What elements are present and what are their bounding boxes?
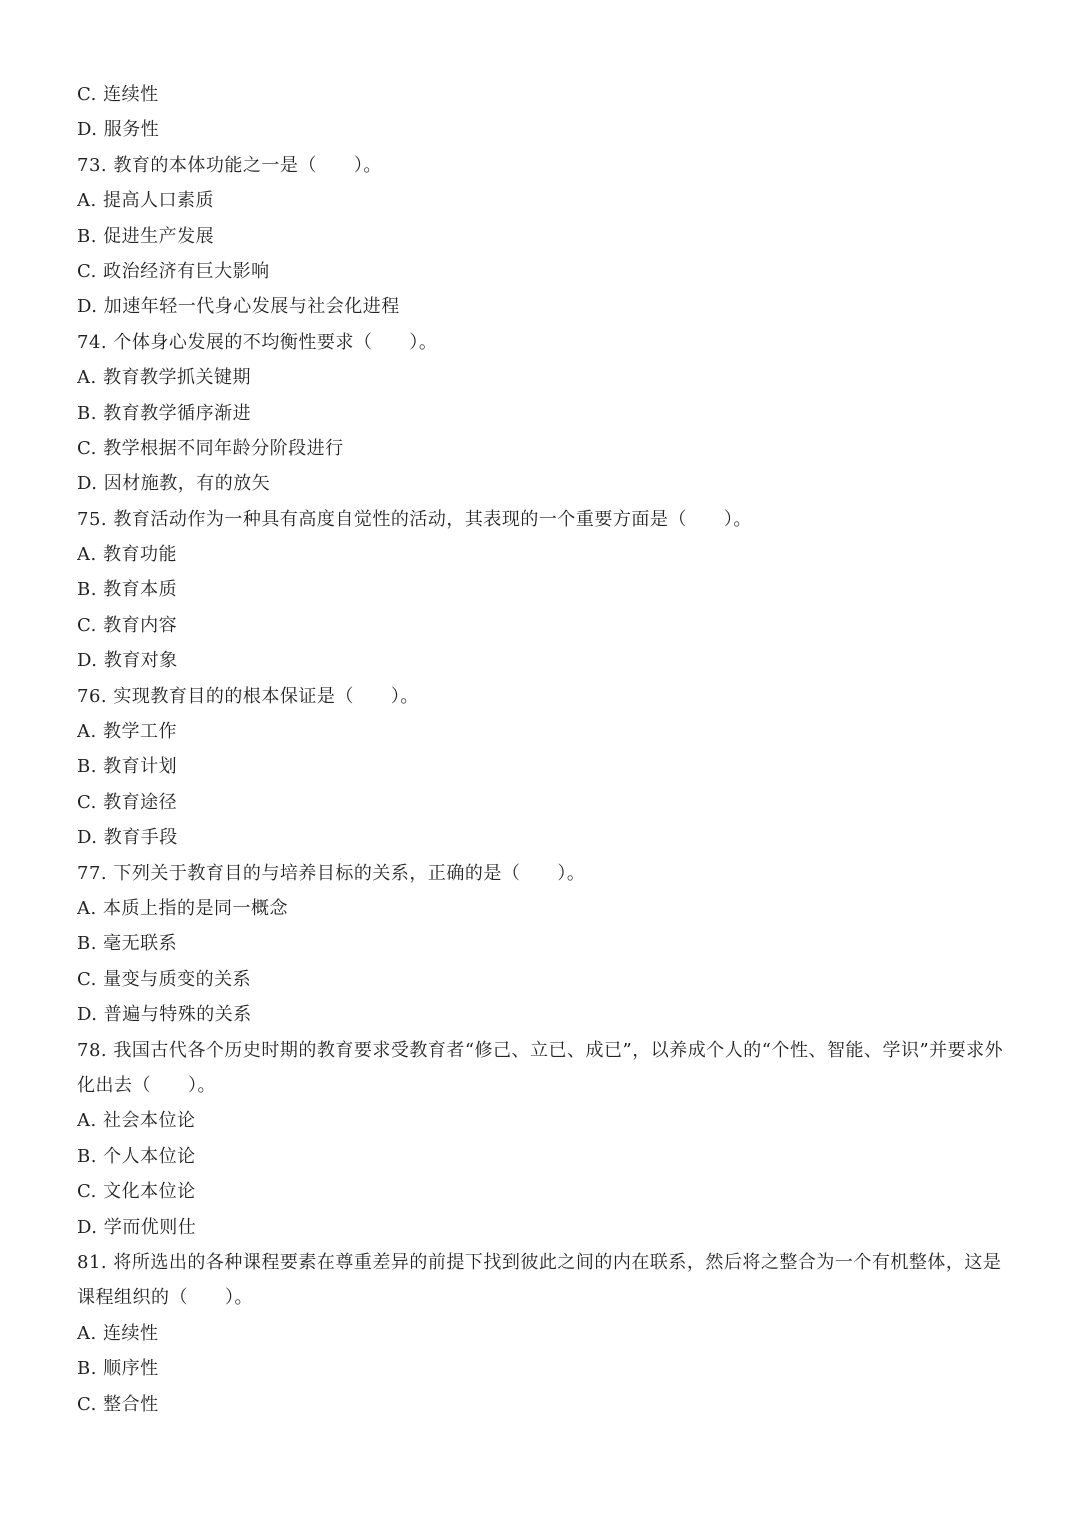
option-item: D. 服务性: [77, 119, 160, 141]
option-item: C. 连续性: [77, 84, 159, 105]
option-item: B. 促进生产发展: [77, 225, 215, 247]
option-item: D. 加速年轻一代身心发展与社会化进程: [77, 296, 400, 318]
question-stem: 75. 教育活动作为一种具有高度自觉性的活动，其表现的一个重要方面是（ ）。: [77, 508, 752, 530]
question-stem: 76. 实现教育目的的根本保证是（ ）。: [77, 685, 419, 707]
option-item: A. 本质上指的是同一概念: [77, 897, 288, 919]
option-item: C. 整合性: [77, 1393, 159, 1415]
option-item: A. 教育教学抓关键期: [77, 367, 251, 389]
option-item: D. 学而优则仕: [77, 1216, 197, 1238]
option-item: C. 教育途径: [77, 791, 178, 813]
option-item: D. 普遍与特殊的关系: [77, 1004, 252, 1026]
option-item: B. 个人本位论: [77, 1145, 196, 1167]
option-item: D. 因材施教，有的放矢: [77, 473, 271, 495]
question-list: [77, 77, 1007, 1422]
option-item: A. 教育功能: [77, 544, 177, 566]
question-stem: 73. 教育的本体功能之一是（ ）。: [77, 154, 382, 176]
option-item: B. 教育计划: [77, 756, 178, 778]
option-item: A. 连续性: [77, 1322, 159, 1344]
question-stem: 77. 下列关于教育目的与培养目标的关系，正确的是（ ）。: [77, 862, 586, 884]
option-item: A. 教学工作: [77, 721, 177, 743]
option-item: C. 量变与质变的关系: [77, 968, 252, 990]
option-item: A. 提高人口素质: [77, 190, 214, 212]
option-item: A. 社会本位论: [77, 1110, 196, 1132]
option-item: D. 教育手段: [77, 827, 178, 849]
option-item: B. 毫无联系: [77, 933, 178, 955]
option-item: C. 政治经济有巨大影响: [77, 260, 270, 282]
option-item: D. 教育对象: [77, 650, 178, 672]
option-item: B. 顺序性: [77, 1358, 159, 1380]
question-stem: 78. 我国古代各个历史时期的教育要求受教育者“修己、立已、成已”，以养成个人的“个性、智能、学识”并要求外化出去（ ）。: [77, 1039, 1004, 1096]
question-stem: 74. 个体身心发展的不均衡性要求（ ）。: [77, 331, 438, 353]
option-item: C. 教学根据不同年龄分阶段进行: [77, 437, 344, 459]
option-item: C. 教育内容: [77, 614, 178, 636]
option-item: B. 教育教学循序渐进: [77, 402, 252, 424]
question-stem: 81. 将所选出的各种课程要素在尊重差异的前提下找到彼此之间的内在联系，然后将之整合为一个有机整体，这是课程组织的（ ）。: [77, 1251, 1002, 1309]
option-item: C. 文化本位论: [77, 1181, 196, 1203]
option-item: B. 教育本质: [77, 579, 178, 601]
